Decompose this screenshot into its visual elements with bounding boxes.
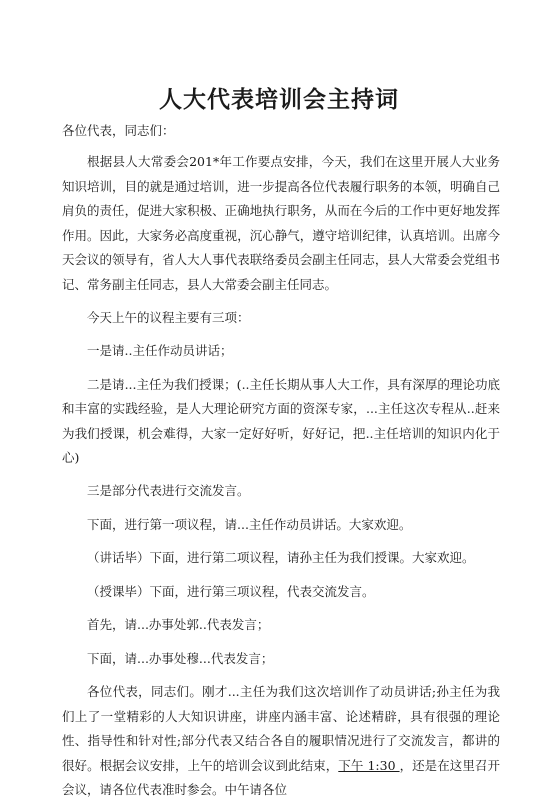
paragraph-item-1: 下面，进行第一项议程，请...主任作动员讲话。大家欢迎。 bbox=[87, 516, 412, 532]
paragraph-item-3: （授课毕）下面，进行第三项议程，代表交流发言。 bbox=[87, 583, 375, 599]
greeting: 各位代表，同志们： bbox=[62, 123, 175, 138]
paragraph-speaker-1: 首先，请...办事处郭..代表发言； bbox=[87, 617, 270, 632]
afternoon-time: 下午 1:30 bbox=[338, 757, 400, 773]
paragraph-item-2: （讲话毕）下面，进行第二项议程，请孙主任为我们授课。大家欢迎。 bbox=[87, 550, 475, 565]
paragraph-agenda-intro: 今天上午的议程主要有三项： bbox=[87, 309, 250, 325]
paragraph-intro: 根据县人大常委会201*年工作要点安排，今天，我们在这里开展人大业务知识培训，目的就是通过培训，进一步提高各位代表履行职务的本领，明确自己肩负的责任，促进大家积极、正确地执行职务，从而在今后的工作中更好地发挥作用。因此，大家务必高度重视，沉心静气，遵守培训纪律，认真培训。出席今天会议的领导有，省人大人事代表联络委员会副主任同志，县人大常委会党组书记、常务副主任同志，县人大常委会副主任同志。 bbox=[62, 154, 500, 292]
paragraph-agenda-2: 二是请...主任为我们授课；(..主任长期从事人大工作，具有深厚的理论功底和丰富的实践经验，是人大理论研究方面的资深专家，...主任这次专程从..赶来为我们授课，机会难得，大家一定好好听，好好记，把..主任培训的知识内化于心) bbox=[62, 376, 500, 465]
closing-text-before: 各位代表，同志们。刚才...主任为我们这次培训作了动员讲话;孙主任为我们上了一堂精彩的人大知识讲座，讲座内涵丰富、论述精辟，具有很强的理论性、指导性和针对性;部分代表又结合各自的履职情况进行了交流发言，都讲的很好。根据会议安排，上午的培训会议到此结束， bbox=[62, 684, 500, 773]
paragraph-closing bbox=[62, 680, 500, 803]
document-title: 人大代表培训会主持词 bbox=[159, 87, 399, 113]
paragraph-speaker-2: 下面，请...办事处穆...代表发言； bbox=[87, 650, 274, 666]
document-body bbox=[62, 150, 500, 811]
paragraph-agenda-3: 三是部分代表进行交流发言。 bbox=[87, 483, 250, 498]
paragraph-agenda-1: 一是请..主任作动员讲话； bbox=[87, 343, 233, 358]
closing-text-after: ，还是在这里召开会议，请各位代表准时参会。中午请各位 bbox=[62, 757, 500, 797]
